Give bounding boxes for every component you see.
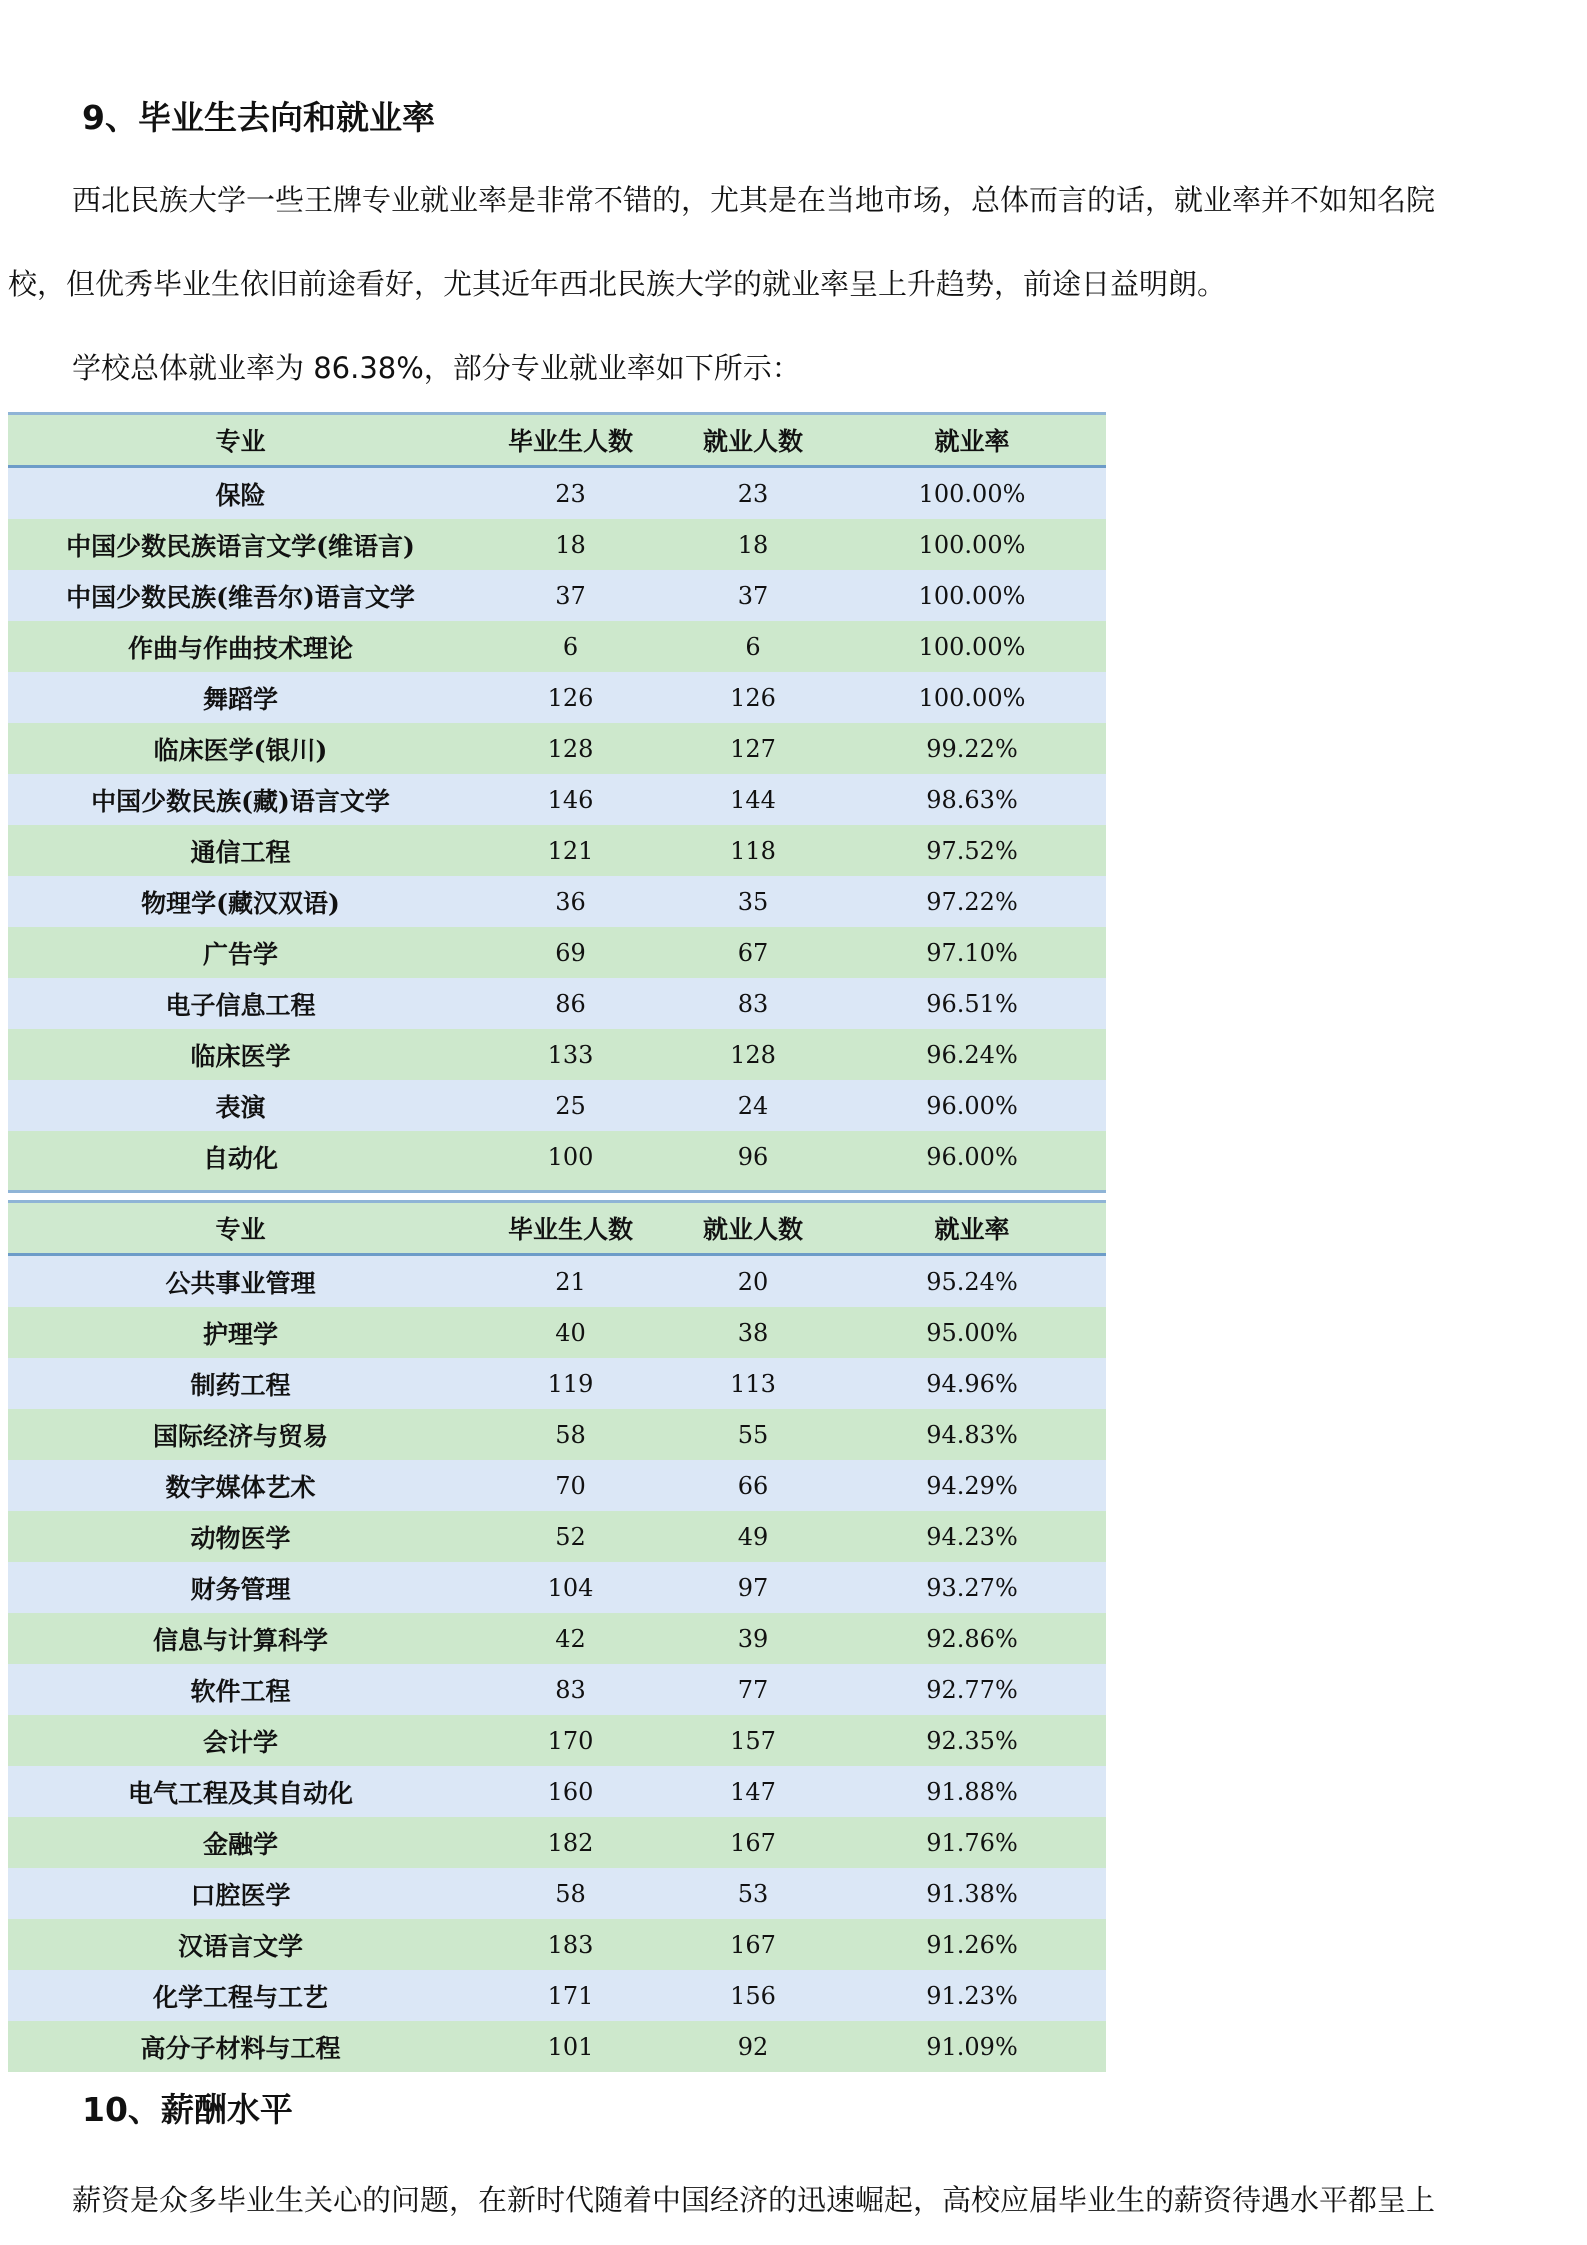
employed-cell: 24: [668, 1080, 838, 1131]
rate-cell: 91.26%: [838, 1919, 1106, 1970]
rate-cell: 94.96%: [838, 1358, 1106, 1409]
graduates-cell: 42: [473, 1613, 668, 1664]
major-cell: 金融学: [8, 1817, 473, 1868]
major-cell: 公共事业管理: [8, 1255, 473, 1308]
employed-cell: 37: [668, 570, 838, 621]
rate-cell: 95.00%: [838, 1307, 1106, 1358]
employed-cell: 49: [668, 1511, 838, 1562]
table-row: [8, 672, 1106, 723]
rate-cell: 94.23%: [838, 1511, 1106, 1562]
table-row: [8, 519, 1106, 570]
header-graduates: 毕业生人数: [473, 1202, 668, 1255]
table-row: [8, 570, 1106, 621]
rate-cell: 93.27%: [838, 1562, 1106, 1613]
major-cell: 电子信息工程: [8, 978, 473, 1029]
major-cell: 信息与计算科学: [8, 1613, 473, 1664]
rate-cell: 92.77%: [838, 1664, 1106, 1715]
table-row: [8, 927, 1106, 978]
major-cell: 舞蹈学: [8, 672, 473, 723]
major-cell: 国际经济与贸易: [8, 1409, 473, 1460]
rate-cell: 100.00%: [838, 519, 1106, 570]
major-cell: 电气工程及其自动化: [8, 1766, 473, 1817]
major-cell: 制药工程: [8, 1358, 473, 1409]
table-row: [8, 723, 1106, 774]
major-cell: 自动化: [8, 1131, 473, 1182]
section-9-heading: 9、毕业生去向和就业率: [82, 98, 435, 137]
employed-cell: 147: [668, 1766, 838, 1817]
table-row: [8, 467, 1106, 520]
table-row: [8, 1868, 1106, 1919]
table-row: [8, 1715, 1106, 1766]
graduates-cell: 40: [473, 1307, 668, 1358]
graduates-cell: 146: [473, 774, 668, 825]
employed-cell: 18: [668, 519, 838, 570]
employed-cell: 23: [668, 467, 838, 520]
table-row: [8, 825, 1106, 876]
table-1-body: [8, 467, 1106, 1183]
graduates-cell: 171: [473, 1970, 668, 2021]
rate-cell: 95.24%: [838, 1255, 1106, 1308]
rate-cell: 96.24%: [838, 1029, 1106, 1080]
table-row: [8, 1255, 1106, 1308]
major-cell: 中国少数民族(藏)语言文学: [8, 774, 473, 825]
major-cell: 表演: [8, 1080, 473, 1131]
employed-cell: 66: [668, 1460, 838, 1511]
major-cell: 化学工程与工艺: [8, 1970, 473, 2021]
rate-cell: 96.00%: [838, 1131, 1106, 1182]
rate-cell: 97.22%: [838, 876, 1106, 927]
rate-cell: 100.00%: [838, 467, 1106, 520]
table-2-body: [8, 1255, 1106, 2073]
table-1-bottom-border: [8, 1182, 1106, 1193]
employed-cell: 96: [668, 1131, 838, 1182]
graduates-cell: 21: [473, 1255, 668, 1308]
employment-table-1-grid: [8, 412, 1106, 1182]
major-cell: 软件工程: [8, 1664, 473, 1715]
employed-cell: 77: [668, 1664, 838, 1715]
major-cell: 临床医学(银川): [8, 723, 473, 774]
graduates-cell: 86: [473, 978, 668, 1029]
employment-table-2: [8, 1200, 1098, 2063]
rate-cell: 100.00%: [838, 672, 1106, 723]
rate-cell: 91.38%: [838, 1868, 1106, 1919]
rate-cell: 96.51%: [838, 978, 1106, 1029]
header-employed: 就业人数: [668, 1202, 838, 1255]
header-employed: 就业人数: [668, 414, 838, 467]
employed-cell: 39: [668, 1613, 838, 1664]
graduates-cell: 104: [473, 1562, 668, 1613]
graduates-cell: 18: [473, 519, 668, 570]
graduates-cell: 52: [473, 1511, 668, 1562]
table-2-header-row: [8, 1202, 1106, 1255]
employed-cell: 35: [668, 876, 838, 927]
major-cell: 会计学: [8, 1715, 473, 1766]
header-graduates: 毕业生人数: [473, 414, 668, 467]
section-9-paragraph-line-2: 校，但优秀毕业生依旧前途看好，尤其近年西北民族大学的就业率呈上升趋势，前途日益明朗。: [8, 267, 1227, 301]
rate-cell: 91.76%: [838, 1817, 1106, 1868]
graduates-cell: 69: [473, 927, 668, 978]
major-cell: 作曲与作曲技术理论: [8, 621, 473, 672]
graduates-cell: 170: [473, 1715, 668, 1766]
rate-cell: 94.29%: [838, 1460, 1106, 1511]
employed-cell: 167: [668, 1919, 838, 1970]
rate-cell: 100.00%: [838, 621, 1106, 672]
rate-cell: 98.63%: [838, 774, 1106, 825]
graduates-cell: 58: [473, 1868, 668, 1919]
graduates-cell: 128: [473, 723, 668, 774]
graduates-cell: 119: [473, 1358, 668, 1409]
major-cell: 广告学: [8, 927, 473, 978]
rate-cell: 97.10%: [838, 927, 1106, 978]
table-row: [8, 1919, 1106, 1970]
table-row: [8, 1029, 1106, 1080]
table-row: [8, 774, 1106, 825]
graduates-cell: 36: [473, 876, 668, 927]
employed-cell: 97: [668, 1562, 838, 1613]
employed-cell: 92: [668, 2021, 838, 2072]
employed-cell: 157: [668, 1715, 838, 1766]
major-cell: 数字媒体艺术: [8, 1460, 473, 1511]
table-row: [8, 1131, 1106, 1182]
table-row: [8, 1664, 1106, 1715]
graduates-cell: 6: [473, 621, 668, 672]
table-row: [8, 1511, 1106, 1562]
employed-cell: 118: [668, 825, 838, 876]
table-row: [8, 1817, 1106, 1868]
rate-cell: 94.83%: [838, 1409, 1106, 1460]
rate-cell: 92.35%: [838, 1715, 1106, 1766]
section-10-heading: 10、薪酬水平: [82, 2090, 293, 2129]
header-rate: 就业率: [838, 1202, 1106, 1255]
table-row: [8, 1307, 1106, 1358]
graduates-cell: 160: [473, 1766, 668, 1817]
table-row: [8, 1613, 1106, 1664]
rate-cell: 92.86%: [838, 1613, 1106, 1664]
rate-cell: 91.88%: [838, 1766, 1106, 1817]
major-cell: 通信工程: [8, 825, 473, 876]
major-cell: 护理学: [8, 1307, 473, 1358]
major-cell: 物理学(藏汉双语): [8, 876, 473, 927]
graduates-cell: 101: [473, 2021, 668, 2072]
graduates-cell: 25: [473, 1080, 668, 1131]
graduates-cell: 37: [473, 570, 668, 621]
major-cell: 中国少数民族(维吾尔)语言文学: [8, 570, 473, 621]
employed-cell: 127: [668, 723, 838, 774]
employed-cell: 38: [668, 1307, 838, 1358]
major-cell: 中国少数民族语言文学(维语言): [8, 519, 473, 570]
graduates-cell: 133: [473, 1029, 668, 1080]
rate-intro: 学校总体就业率为 86.38%，部分专业就业率如下所示：: [72, 351, 801, 385]
table-row: [8, 1970, 1106, 2021]
graduates-cell: 182: [473, 1817, 668, 1868]
employment-table-2-grid: [8, 1200, 1106, 2072]
table-row: [8, 978, 1106, 1029]
major-cell: 动物医学: [8, 1511, 473, 1562]
rate-cell: 91.23%: [838, 1970, 1106, 2021]
graduates-cell: 183: [473, 1919, 668, 1970]
employed-cell: 126: [668, 672, 838, 723]
rate-cell: 97.52%: [838, 825, 1106, 876]
table-row: [8, 1358, 1106, 1409]
header-major: 专业: [8, 1202, 473, 1255]
employed-cell: 83: [668, 978, 838, 1029]
rate-cell: 96.00%: [838, 1080, 1106, 1131]
graduates-cell: 121: [473, 825, 668, 876]
section-10-paragraph-line-1: 薪资是众多毕业生关心的问题，在新时代随着中国经济的迅速崛起，高校应届毕业生的薪资待遇水平都呈上: [72, 2183, 1436, 2217]
employed-cell: 113: [668, 1358, 838, 1409]
section-9-paragraph-line-1: 西北民族大学一些王牌专业就业率是非常不错的，尤其是在当地市场，总体而言的话，就业率并不如知名院: [72, 183, 1436, 217]
employed-cell: 67: [668, 927, 838, 978]
employed-cell: 6: [668, 621, 838, 672]
major-cell: 财务管理: [8, 1562, 473, 1613]
table-row: [8, 1080, 1106, 1131]
major-cell: 高分子材料与工程: [8, 2021, 473, 2072]
table-row: [8, 876, 1106, 927]
graduates-cell: 126: [473, 672, 668, 723]
employed-cell: 53: [668, 1868, 838, 1919]
header-rate: 就业率: [838, 414, 1106, 467]
major-cell: 保险: [8, 467, 473, 520]
employed-cell: 128: [668, 1029, 838, 1080]
employed-cell: 55: [668, 1409, 838, 1460]
table-1-header-row: [8, 414, 1106, 467]
employed-cell: 20: [668, 1255, 838, 1308]
rate-cell: 99.22%: [838, 723, 1106, 774]
employed-cell: 167: [668, 1817, 838, 1868]
employed-cell: 156: [668, 1970, 838, 2021]
graduates-cell: 70: [473, 1460, 668, 1511]
major-cell: 汉语言文学: [8, 1919, 473, 1970]
graduates-cell: 100: [473, 1131, 668, 1182]
table-row: [8, 1409, 1106, 1460]
graduates-cell: 83: [473, 1664, 668, 1715]
table-row: [8, 2021, 1106, 2072]
graduates-cell: 23: [473, 467, 668, 520]
header-major: 专业: [8, 414, 473, 467]
table-row: [8, 1460, 1106, 1511]
major-cell: 口腔医学: [8, 1868, 473, 1919]
rate-cell: 91.09%: [838, 2021, 1106, 2072]
rate-cell: 100.00%: [838, 570, 1106, 621]
table-row: [8, 1766, 1106, 1817]
employed-cell: 144: [668, 774, 838, 825]
major-cell: 临床医学: [8, 1029, 473, 1080]
graduates-cell: 58: [473, 1409, 668, 1460]
employment-table-1: [8, 412, 1106, 1190]
table-row: [8, 1562, 1106, 1613]
table-row: [8, 621, 1106, 672]
